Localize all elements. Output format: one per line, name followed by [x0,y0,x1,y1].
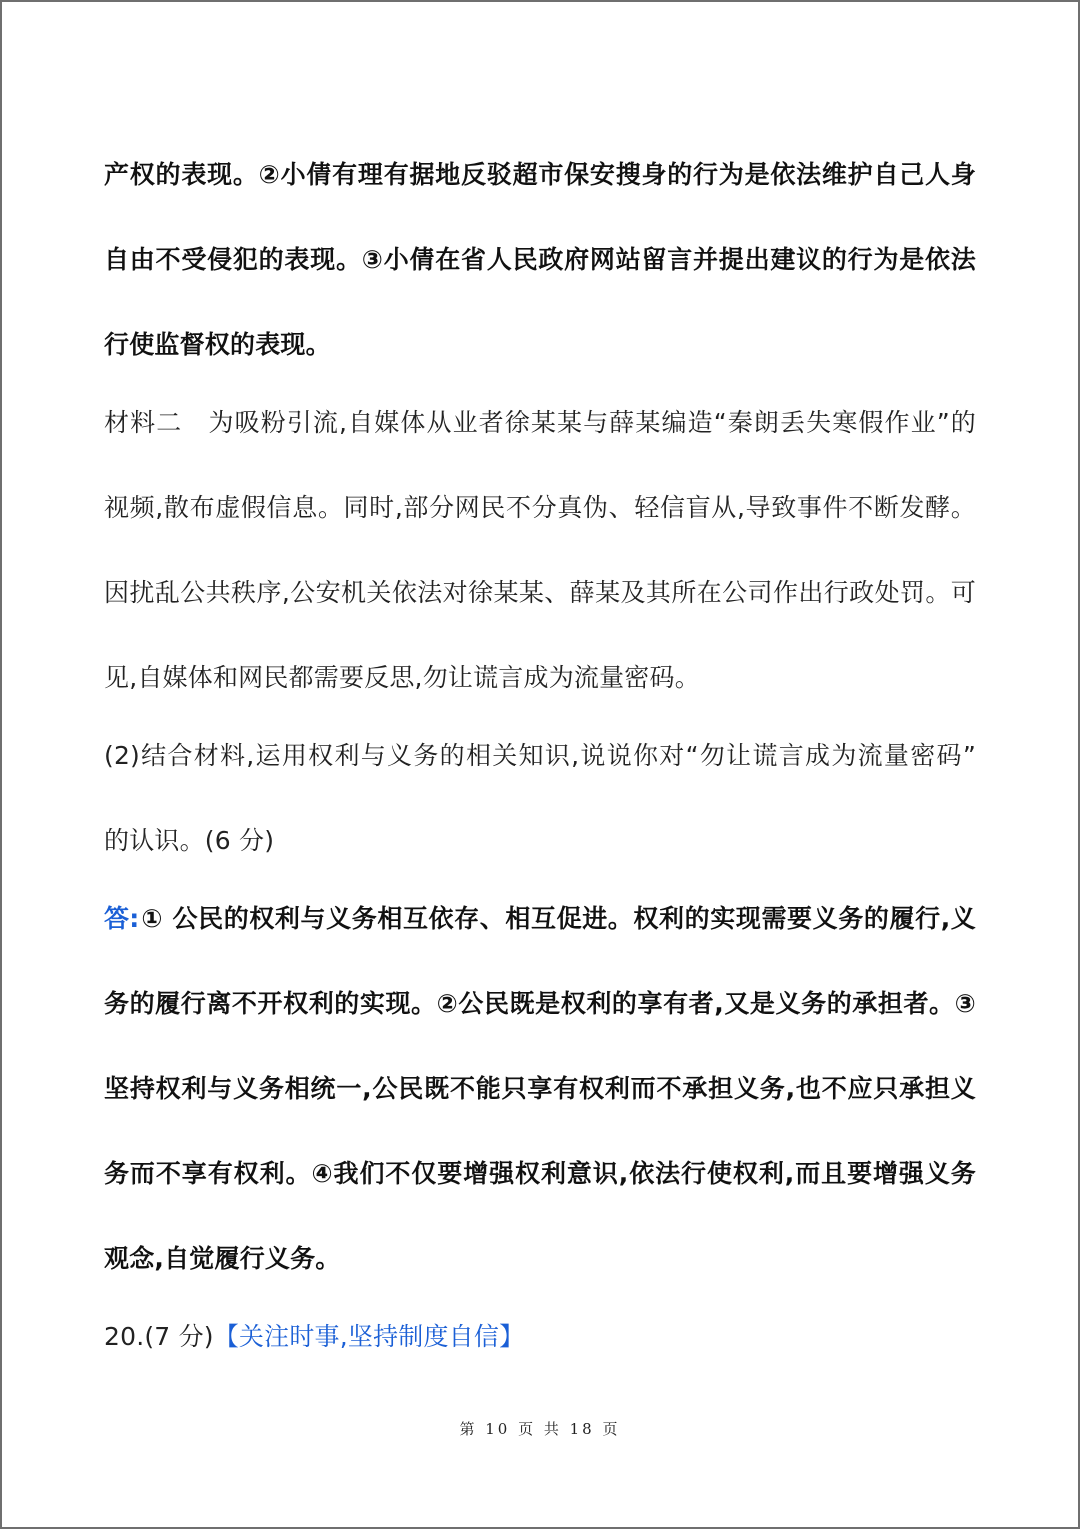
answer-line: 坚持权利与义务相统一,公民既不能只享有权利而不承担义务,也不应只承担义 [104,1074,976,1103]
answer-line: 务的履行离不开权利的实现。②公民既是权利的享有者,又是义务的承担者。③ [104,989,976,1018]
answer-line: 观念,自觉履行义务。 [104,1244,341,1273]
material-line: 材料二 为吸粉引流,自媒体从业者徐某某与薛某编造“秦朗丢失寒假作业”的 [104,408,976,437]
answer-line: ① 公民的权利与义务相互依存、相互促进。权利的实现需要义务的履行,义 [141,904,976,933]
answer-line: 产权的表现。②小倩有理有据地反驳超市保安搜身的行为是依法维护自己人身 [104,160,976,189]
answer-label: 答: [104,904,140,933]
answer-line: 行使监督权的表现。 [104,330,331,359]
question-line: (2)结合材料,运用权利与义务的相关知识,说说你对“勿让谎言成为流量密码” [104,741,976,770]
question-topic-tag: 【关注时事,坚持制度自信】 [213,1322,525,1351]
page-footer: 第 10 页 共 18 页 [459,1420,621,1438]
answer-first-line [104,899,976,939]
question-number: 20.(7 分) [104,1322,214,1351]
material-line: 视频,散布虚假信息。同时,部分网民不分真伪、轻信盲从,导致事件不断发酵。 [104,493,976,522]
answer-line: 自由不受侵犯的表现。③小倩在省人民政府网站留言并提出建议的行为是依法 [104,245,976,274]
question-20 [104,1317,976,1357]
material-line: 见,自媒体和网民都需要反思,勿让谎言成为流量密码。 [104,663,700,692]
answer-line: 务而不享有权利。④我们不仅要增强权利意识,依法行使权利,而且要增强义务 [104,1159,976,1188]
question-line: 的认识。(6 分) [104,826,275,855]
material-line: 因扰乱公共秩序,公安机关依法对徐某某、薛某及其所在公司作出行政处罚。可 [104,578,976,607]
